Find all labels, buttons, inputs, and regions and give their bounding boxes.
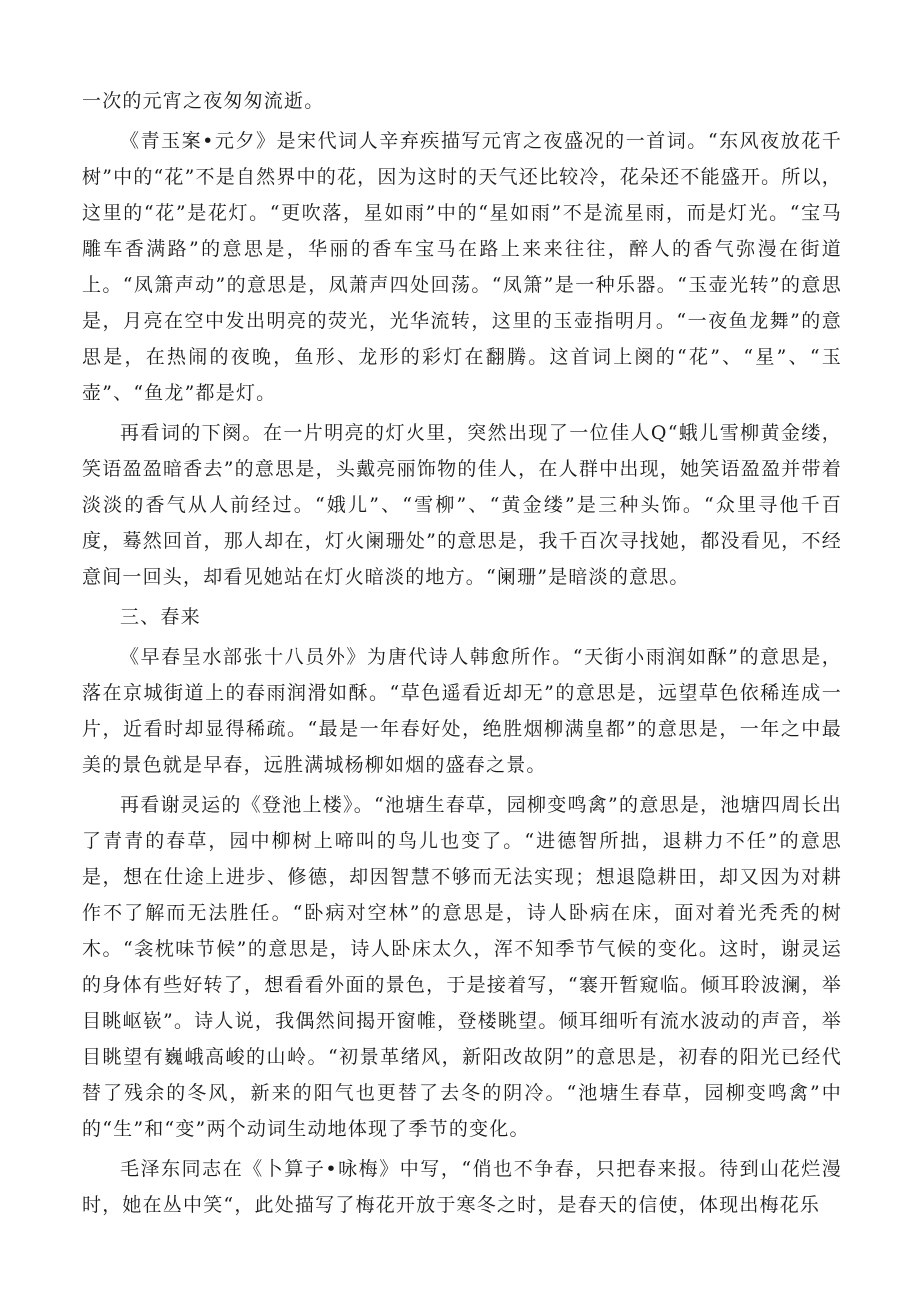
paragraph-early-spring: 《早春呈水部张十八员外》为唐代诗人韩愈所作。“天街小雨润如酥”的意思是，落在京城街道上的春雨润滑如酥。“草色遥看近却无”的意思是，远望草色依稀连成一片，近看时却显得稀疏。“最是一年春好处，绝胜烟柳满皇都”的意思是，一年之中最美的景色就是早春，远胜满城杨柳如烟的盛春之景。: [82, 646, 842, 776]
paragraph-qingyuan-second-half: 再看词的下阕。在一片明亮的灯火里，突然出现了一位佳人Q“蛾儿雪柳黄金缕，笑语盈盈暗香去”的意思是，头戴亮丽饰物的佳人，在人群中出现，她笑语盈盈并带着淡淡的香气从人前经过。“娥儿”、“雪柳”、“黄金缕”是三种头饰。“众里寻他千百度，蓦然回首，那人却在，灯火阑珊处”的意思是，我千百次寻找她，都没看见，不经意间一回头，却看见她站在灯火暗淡的地方。“阑珊”是暗淡的意思。: [82, 422, 842, 588]
section-heading-spring: 三、春来: [120, 606, 201, 628]
paragraph-continuation: 一次的元宵之夜匆匆流逝。: [82, 90, 325, 112]
document-body: [82, 83, 842, 1227]
paragraph-pond-tower: 再看谢灵运的《登池上楼》。“池塘生春草，园柳变鸣禽”的意思是，池塘四周长出了青青的春草，园中柳树上啼叫的鸟儿也变了。“进德智所拙，退耕力不任”的意思是，想在仕途上进步、修德，却因智慧不够而无法实现；想退隐耕田，却又因为对耕作不了解而无法胜任。“卧病对空林”的意思是，诗人卧病在床，面对着光秃秃的树木。“衾枕味节候”的意思是，诗人卧床太久，浑不知季节气候的变化。这时，谢灵运的身体有些好转了，想看看外面的景色，于是接着写，“褰开暂窥临。倾耳聆波澜，举目眺岖嵚”。诗人说，我偶然间揭开窗帷，登楼眺望。倾耳细听有流水波动的声音，举目眺望有巍峨高峻的山岭。“初景革绪风，新阳改故阴”的意思是，初春的阳光已经代替了残余的冬风，新来的阳气也更替了去冬的阴冷。“池塘生春草，园柳变鸣禽”中的“生”和“变”两个动词生动地体现了季节的变化。: [82, 794, 842, 1140]
paragraph-qingyuan-intro: 《青玉案•元夕》是宋代词人辛弃疾描写元宵之夜盛况的一首词。“东风夜放花千树”中的“花”不是自然界中的花，因为这时的天气还比较冷，花朵还不能盛开。所以，这里的“花”是花灯。“更吹落，星如雨”中的“星如雨”不是流星雨，而是灯光。“宝马雕车香满路”的意思是，华丽的香车宝马在路上来来往往，醉人的香气弥漫在街道上。“凤箫声动”的意思是，凤萧声四处回荡。“凤箫”是一种乐器。“玉壶光转”的意思是，月亮在空中发出明亮的荧光，光华流转，这里的玉壶指明月。“一夜鱼龙舞”的意思是，在热闹的夜晚，鱼形、龙形的彩灯在翻腾。这首词上阕的“花”、“星”、“玉壶”、“鱼龙”都是灯。: [82, 130, 842, 404]
paragraph-plum-blossom: 毛泽东同志在《卜算子•咏梅》中写，“俏也不争春，只把春来报。待到山花烂漫时，她在丛中笑“，此处描写了梅花开放于寒冬之时，是春天的信使，体现出梅花乐: [82, 1158, 842, 1216]
